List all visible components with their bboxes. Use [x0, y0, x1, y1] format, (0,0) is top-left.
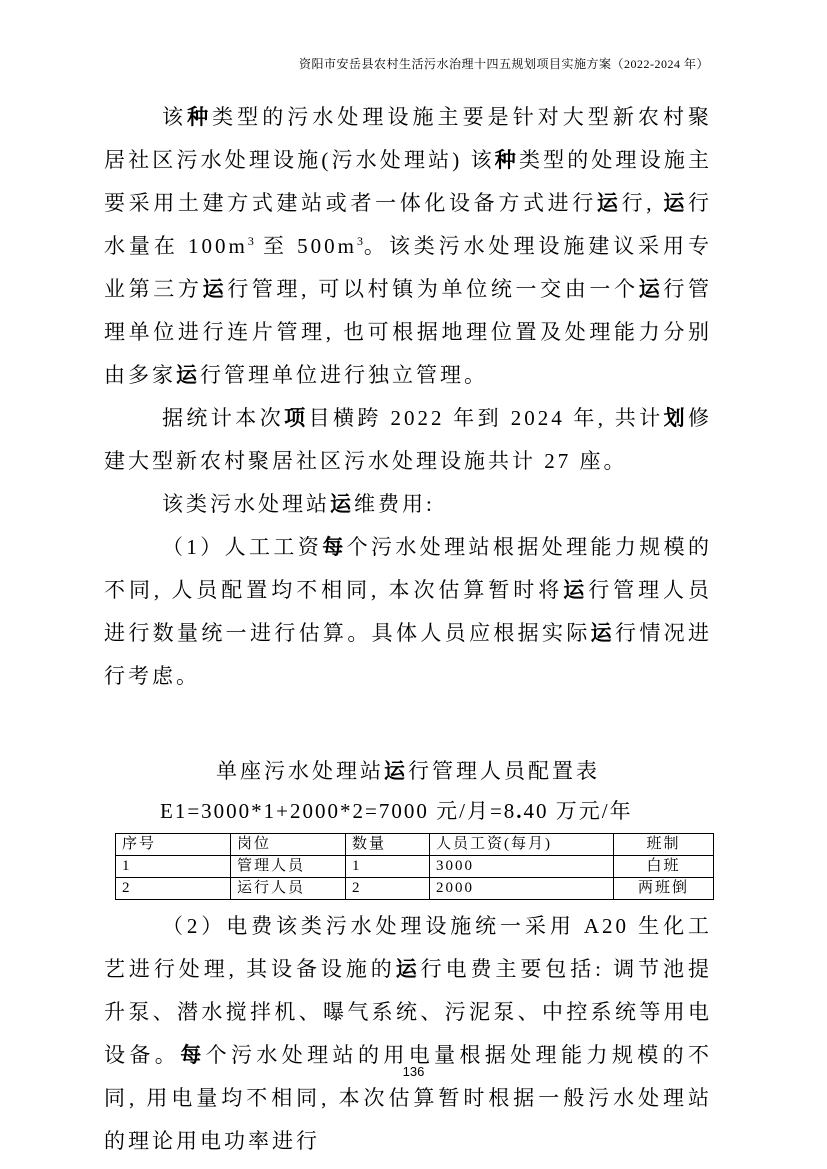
- bold-text-run: 运: [596, 191, 622, 215]
- bold-text-run: 运: [395, 957, 421, 981]
- bold-text-run: 运: [563, 578, 589, 602]
- text-run: 行电费主要包括: 调节池提升泵、潜水搅拌机、曝气系统、污泥泵、中控系统等用电设备。: [104, 957, 712, 1067]
- table-cell: 白班: [614, 856, 714, 878]
- table-header-cell: 序号: [116, 834, 231, 856]
- bold-text-run: 划: [663, 406, 689, 430]
- table-row: [116, 856, 714, 878]
- bold-text-run: 运: [202, 277, 228, 301]
- bold-text-run: 运: [638, 277, 664, 301]
- text-run: （1）人工工资: [162, 535, 323, 559]
- text-run: 修建大型新农村聚居社区污水处理设施共计 27 座。: [104, 406, 713, 473]
- table-header-cell: 班制: [614, 834, 714, 856]
- text-run: 行管理单位进行独立管理。: [200, 363, 488, 387]
- paragraph-project-span: [104, 397, 712, 483]
- table-header-cell: 人员工资(每月): [430, 834, 614, 856]
- bold-text-run: 运: [330, 492, 354, 516]
- text-run: （2）电费该类污水处理设施统一采用 A20 生化工艺进行处理, 其设备设施的: [104, 914, 712, 981]
- bold-text-run: 每: [180, 1043, 206, 1067]
- paragraph-electricity-cost: [104, 905, 712, 1163]
- table-header-cell: 数量: [346, 834, 430, 856]
- text-run: 行,: [621, 191, 664, 215]
- staffing-table-body: [116, 856, 714, 900]
- text-run: 类型的处理设施主要采用土建方式建站或者一体化设备方式进行: [104, 148, 713, 215]
- text-run: 目横跨 2022 年到 2024 年, 共计: [308, 406, 664, 430]
- text-run: 行管理人员配置表: [408, 759, 600, 783]
- text-run: 单座污水处理站: [216, 759, 384, 783]
- staffing-table-head-row: [116, 834, 714, 856]
- table-cell: 2: [116, 878, 231, 900]
- text-run: 行管理, 可以村镇为单位统一交由一个: [227, 277, 639, 301]
- text-run: 行情况进行考虑。: [104, 621, 713, 688]
- paragraph-facility-type: [104, 96, 712, 397]
- bold-text-run: 运: [590, 621, 616, 645]
- text-run: 个污水处理站的用电量根据处理能力规模的不同, 用电量均不相同, 本次估算暂时根据一般污水处理站的理论用电功率进行: [104, 1043, 713, 1153]
- table-cell: 管理人员: [231, 856, 346, 878]
- text-run: 个污水处理站根据处理能力规模的不同, 人员配置均不相同, 本次估算暂时将: [104, 535, 713, 602]
- text-run: 维费用:: [354, 492, 435, 516]
- bold-text-run: 运: [384, 759, 408, 783]
- formula-line: [104, 791, 712, 831]
- bold-text-run: .: [516, 799, 524, 823]
- bold-text-run: 种: [494, 148, 519, 172]
- paragraph-om-cost-heading: [104, 483, 712, 526]
- bold-text-run: 每: [322, 535, 347, 559]
- page-number: 136: [402, 1064, 425, 1079]
- table-title: [104, 751, 712, 791]
- paragraph-labor-cost: [104, 526, 712, 698]
- table-cell: 两班倒: [614, 878, 714, 900]
- staffing-table: [115, 833, 714, 900]
- table-cell: 2: [346, 878, 430, 900]
- table-row: [116, 878, 714, 900]
- text-run: 该: [162, 105, 188, 129]
- bold-text-run: 运: [176, 363, 200, 387]
- bold-text-run: 项: [284, 406, 309, 430]
- text-run: 该类污水处理站: [162, 492, 330, 516]
- bold-text-run: 种: [187, 105, 213, 129]
- page-header: 资阳市安岳县农村生活污水治理十四五规划项目实施方案（2022-2024 年）: [299, 57, 709, 71]
- text-run: 类型的污水处理设施主要是针对大型新农村聚居社区污水处理设施(污水处理站) 该: [104, 105, 713, 172]
- text-run: 至 500m: [253, 234, 357, 258]
- text-run: 据统计本次: [162, 406, 285, 430]
- superscript-run: 3: [247, 234, 254, 248]
- text-run: 行管理单位进行连片管理, 也可根据地理位置及处理能力分别由多家: [104, 277, 713, 387]
- table-cell: 1: [346, 856, 430, 878]
- table-cell: 运行人员: [231, 878, 346, 900]
- table-cell: 2000: [430, 878, 614, 900]
- text-run: 。该类污水处理设施建议采用专业第三方: [104, 234, 712, 301]
- table-cell: 1: [116, 856, 231, 878]
- text-run: E1=3000*1+2000*2=7000 元/月=8: [160, 799, 517, 823]
- text-run: 行水量在 100m: [104, 191, 713, 258]
- superscript-run: 3: [356, 234, 363, 248]
- table-cell: 3000: [430, 856, 614, 878]
- table-header-cell: 岗位: [231, 834, 346, 856]
- bold-text-run: 运: [663, 191, 689, 215]
- text-run: 行管理人员进行数量统一进行估算。具体人员应根据实际: [104, 578, 713, 645]
- text-run: 40 万元/年: [523, 799, 633, 823]
- document-body: [104, 96, 712, 1163]
